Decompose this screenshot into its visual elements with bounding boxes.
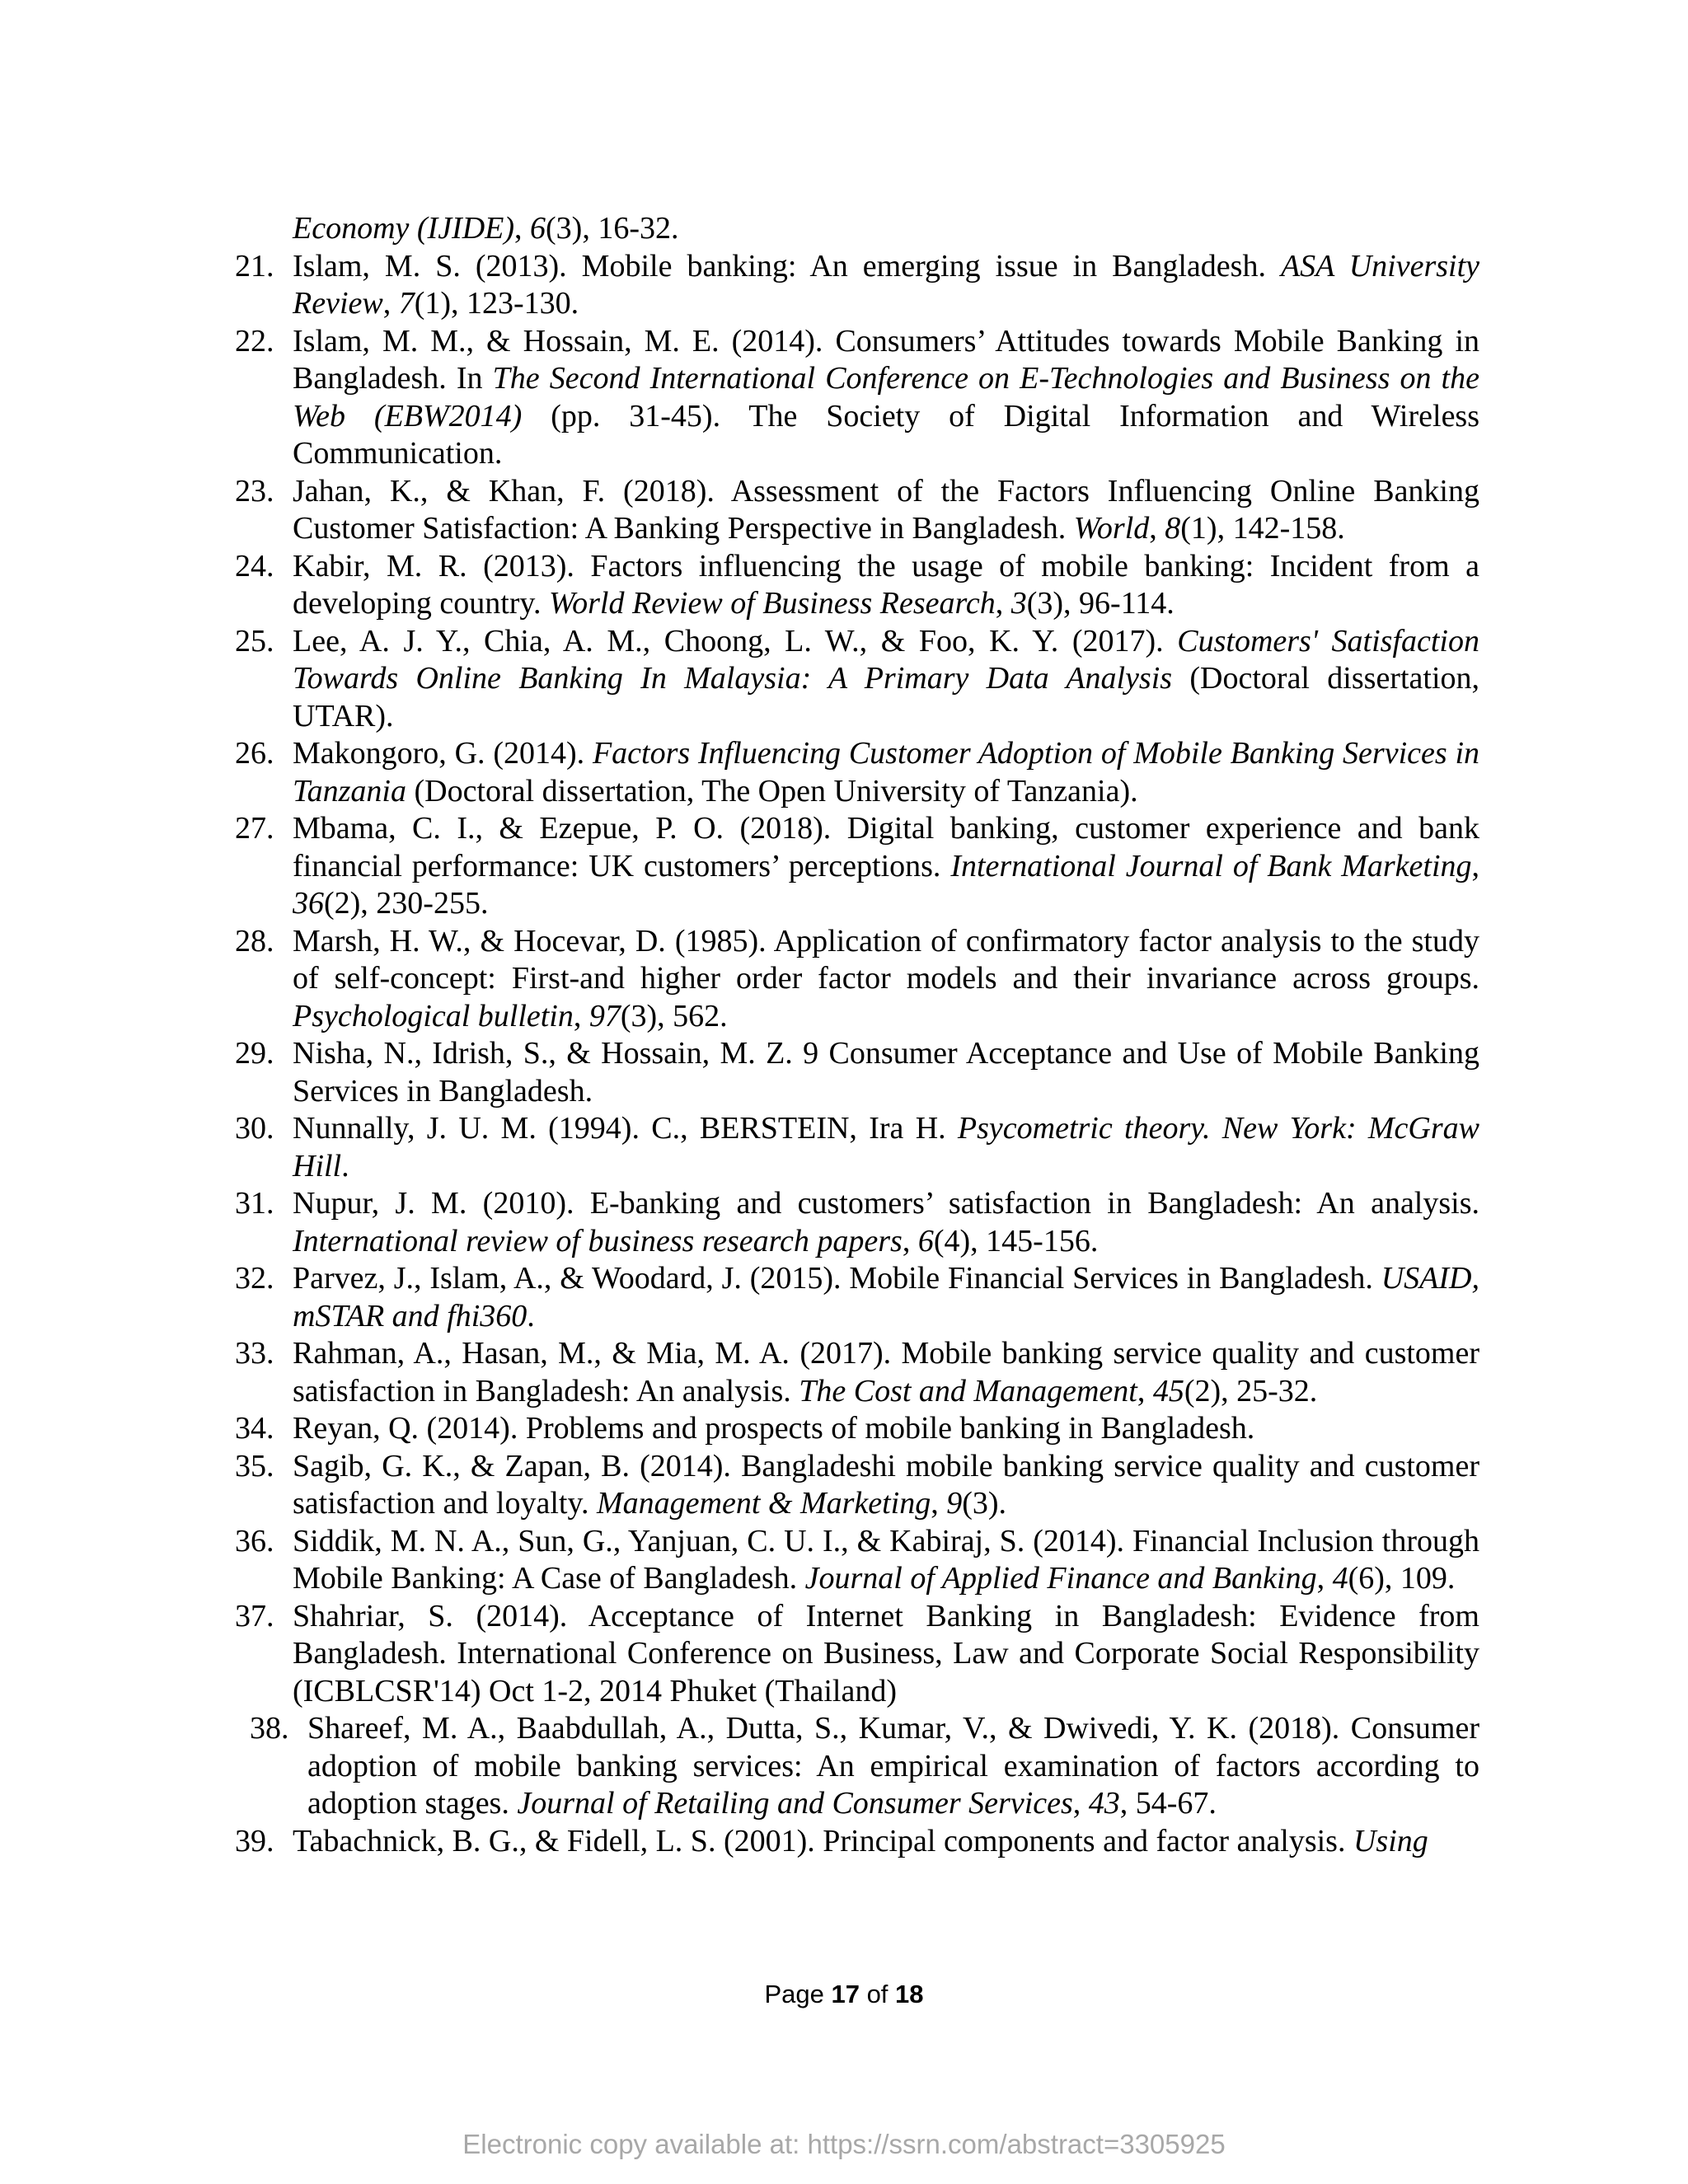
reference-text xyxy=(293,1448,1479,1523)
reference-text-segment: Mbama, C. I., & Ezepue, P. O. (2018). Digital banking, customer experience and bank financial performance: UK customers’ perceptions. xyxy=(293,811,1479,883)
reference-text-segment: , xyxy=(573,998,589,1033)
reference-text-segment: Tabachnick, B. G., & Fidell, L. S. (2001). Principal components and factor analysis. xyxy=(293,1823,1353,1858)
reference-italic-segment: Journal of Applied Finance and Banking xyxy=(804,1561,1317,1596)
reference-number: 27. xyxy=(235,811,274,846)
reference-italic-segment: 7 xyxy=(398,286,415,321)
reference-continuation-text xyxy=(235,210,1479,248)
reference-item xyxy=(235,1260,1479,1335)
reference-text-segment: , xyxy=(1149,511,1165,546)
reference-text-segment: (1), 123-130. xyxy=(414,286,579,321)
reference-number: 23. xyxy=(235,473,274,509)
reference-text-segment: (2), 25-32. xyxy=(1184,1373,1318,1408)
page-number xyxy=(0,1980,1688,2009)
reference-text xyxy=(293,1523,1479,1598)
reference-text-segment: (1), 142-158. xyxy=(1180,511,1345,546)
reference-italic-segment: Using xyxy=(1353,1823,1428,1858)
reference-continuation xyxy=(235,210,1479,248)
reference-text-segment: (Doctoral dissertation, UTAR). xyxy=(293,661,1480,733)
reference-number: 30. xyxy=(235,1111,274,1146)
reference-text-segment: Nunnally, J. U. M. (1994). C., BERSTEIN, Ira H. xyxy=(293,1111,958,1146)
reference-text-segment: Kabir, M. R. (2013). Factors influencing the usage of mobile banking: Incident from a developing country. xyxy=(293,548,1479,621)
reference-number: 32. xyxy=(235,1261,274,1296)
reference-italic-segment: World xyxy=(1073,511,1150,546)
reference-number: 39. xyxy=(235,1823,274,1858)
reference-italic-segment: 45 xyxy=(1152,1373,1184,1408)
page-number-separator: of xyxy=(859,1980,896,2008)
reference-italic-segment: 8 xyxy=(1165,511,1181,546)
reference-text-segment: Shahriar, S. (2014). Acceptance of Internet Banking in Bangladesh: Evidence from Bangladesh. International Conference on Business, Law and Corporate Social Responsibility (ICBLCSR'14) Oct 1-2, 2014 Phuket (Thailand) xyxy=(293,1598,1479,1708)
reference-italic-segment: Psycometric theory. New York: McGraw Hill xyxy=(293,1111,1479,1183)
reference-text-segment: , xyxy=(902,1223,918,1258)
reference-number: 26. xyxy=(235,736,274,771)
reference-text xyxy=(293,548,1479,623)
reference-text-segment: (4), 145-156. xyxy=(933,1223,1099,1258)
reference-text-segment: Shareef, M. A., Baabdullah, A., Dutta, S., Kumar, V., & Dwivedi, Y. K. (2018). Consumer adoption of mobile banking services: An empirical examination of factors according to adoption stages. xyxy=(307,1711,1479,1821)
reference-number: 28. xyxy=(235,923,274,958)
reference-text-segment: Makongoro, G. (2014). xyxy=(293,736,593,771)
reference-text xyxy=(293,248,1479,323)
reference-item xyxy=(235,735,1479,810)
reference-text xyxy=(293,735,1479,810)
reference-text-segment: Rahman, A., Hasan, M., & Mia, M. A. (2017). Mobile banking service quality and customer satisfaction in Bangladesh: An analysis. xyxy=(293,1336,1479,1408)
reference-text-segment: (pp. 31-45). The Society of Digital Information and Wireless Communication. xyxy=(293,398,1480,471)
reference-italic-segment: 6 xyxy=(530,211,546,246)
reference-item xyxy=(235,1823,1479,1861)
reference-item xyxy=(235,548,1479,623)
reference-item xyxy=(235,1448,1479,1523)
reference-text xyxy=(293,473,1479,548)
reference-item xyxy=(235,1035,1479,1110)
reference-number: 37. xyxy=(235,1598,274,1633)
reference-italic-segment: Management & Marketing xyxy=(597,1486,931,1521)
reference-text-segment: Parvez, J., Islam, A., & Woodard, J. (2015). Mobile Financial Services in Bangladesh. xyxy=(293,1261,1381,1296)
reference-number: 31. xyxy=(235,1186,274,1221)
reference-text-segment: , xyxy=(995,586,1011,621)
reference-text xyxy=(293,1823,1479,1861)
reference-text xyxy=(307,1710,1479,1823)
reference-italic-segment: Customers' Satisfaction Towards Online Banking In Malaysia: A Primary Data Analysis xyxy=(293,623,1479,696)
reference-text-segment: (6), 109. xyxy=(1348,1561,1456,1596)
reference-list xyxy=(235,210,1479,1860)
reference-italic-segment: Psychological bulletin xyxy=(293,998,574,1033)
reference-number: 34. xyxy=(235,1411,274,1446)
reference-text-segment: Nisha, N., Idrish, S., & Hossain, M. Z. 9 Consumer Acceptance and Use of Mobile Banking Services in Bangladesh. xyxy=(293,1036,1479,1108)
reference-text xyxy=(293,1260,1479,1335)
reference-italic-segment: Economy (IJIDE) xyxy=(293,211,515,246)
reference-italic-segment: 6 xyxy=(917,1223,934,1258)
reference-item xyxy=(235,923,1479,1036)
reference-number: 22. xyxy=(235,323,274,359)
reference-text-segment: Islam, M. M., & Hossain, M. E. (2014). Consumers’ Attitudes towards Mobile Banking in Bangladesh. In xyxy=(293,323,1479,396)
reference-number: 24. xyxy=(235,548,274,583)
reference-text xyxy=(293,1335,1479,1410)
reference-text-segment: Nupur, J. M. (2010). E-banking and customers’ satisfaction in Bangladesh: An analysis. xyxy=(293,1186,1479,1221)
page-number-total: 18 xyxy=(895,1980,924,2008)
reference-item xyxy=(235,1598,1479,1711)
reference-text-segment: (Doctoral dissertation, The Open University of Tanzania). xyxy=(406,773,1138,808)
reference-text-segment: Siddik, M. N. A., Sun, G., Yanjuan, C. U. I., & Kabiraj, S. (2014). Financial Inclusion through Mobile Banking: A Case of Bangladesh. xyxy=(293,1523,1479,1596)
reference-italic-segment: The Cost and Management xyxy=(799,1373,1137,1408)
reference-item xyxy=(235,1410,1479,1448)
reference-number: 29. xyxy=(235,1036,274,1071)
reference-italic-segment: 9 xyxy=(946,1486,963,1521)
reference-number: 36. xyxy=(235,1523,274,1558)
ssrn-watermark: Electronic copy available at: https://ssrn.com/abstract=3305925 xyxy=(462,2129,1226,2159)
reference-item xyxy=(235,248,1479,323)
reference-text-segment: (3), 96-114. xyxy=(1026,586,1175,621)
reference-italic-segment: International Journal of Bank Marketing xyxy=(950,848,1472,883)
reference-text-segment: , xyxy=(514,211,531,246)
reference-text xyxy=(293,623,1479,736)
reference-italic-segment: 36 xyxy=(293,886,324,921)
reference-text-segment: , xyxy=(931,1486,947,1521)
reference-text xyxy=(293,1598,1479,1711)
reference-italic-segment: The Second International Conference on E-Technologies and Business on the Web (EBW2014) xyxy=(293,361,1479,434)
reference-text-segment: Islam, M. S. (2013). Mobile banking: An emerging issue in Bangladesh. xyxy=(293,248,1281,284)
reference-item xyxy=(235,623,1479,736)
reference-text-segment: (2), 230-255. xyxy=(324,886,489,921)
reference-text-segment: , 54-67. xyxy=(1119,1786,1217,1821)
reference-text xyxy=(293,1410,1479,1448)
reference-text xyxy=(293,1035,1479,1110)
page-number-current: 17 xyxy=(831,1980,860,2008)
reference-text-segment: , xyxy=(382,286,399,321)
reference-item xyxy=(235,1335,1479,1410)
reference-text-segment: . xyxy=(341,1148,349,1183)
reference-item xyxy=(235,810,1479,923)
reference-number: 25. xyxy=(235,623,274,658)
reference-item xyxy=(235,1110,1479,1185)
reference-text-segment: , xyxy=(1471,848,1479,883)
reference-text xyxy=(293,323,1479,473)
reference-italic-segment: 3 xyxy=(1010,586,1027,621)
reference-italic-segment: ASA University Review xyxy=(293,248,1479,321)
reference-italic-segment: Journal of Retailing and Consumer Services xyxy=(517,1786,1073,1821)
reference-italic-segment: World Review of Business Research xyxy=(548,586,996,621)
reference-italic-segment: 4 xyxy=(1332,1561,1348,1596)
reference-text-segment: (3), 562. xyxy=(620,998,728,1033)
reference-text-segment: Sagib, G. K., & Zapan, B. (2014). Bangladeshi mobile banking service quality and customer satisfaction and loyalty. xyxy=(293,1448,1479,1521)
reference-number: 21. xyxy=(235,248,274,284)
reference-text-segment: Marsh, H. W., & Hocevar, D. (1985). Application of confirmatory factor analysis to the study of self-concept: First-and higher order factor models and their invariance across groups. xyxy=(293,923,1479,996)
reference-text-segment: Lee, A. J. Y., Chia, A. M., Choong, L. W., & Foo, K. Y. (2017). xyxy=(293,623,1178,658)
reference-italic-segment: 43 xyxy=(1088,1786,1120,1821)
reference-item xyxy=(235,1185,1479,1260)
page-number-prefix: Page xyxy=(764,1980,832,2008)
reference-text-segment: , xyxy=(1316,1561,1333,1596)
reference-italic-segment: International review of business research papers xyxy=(293,1223,903,1258)
reference-text xyxy=(293,1110,1479,1185)
reference-number: 35. xyxy=(235,1448,274,1483)
reference-text-segment: . xyxy=(527,1298,535,1333)
reference-item xyxy=(250,1710,1479,1823)
reference-text-segment: Jahan, K., & Khan, F. (2018). Assessment of the Factors Influencing Online Banking Customer Satisfaction: A Banking Perspective in Bangladesh. xyxy=(293,473,1479,546)
reference-italic-segment: USAID, mSTAR and fhi360 xyxy=(293,1261,1479,1333)
reference-text xyxy=(293,923,1479,1036)
reference-text-segment: Reyan, Q. (2014). Problems and prospects of mobile banking in Bangladesh. xyxy=(293,1411,1255,1446)
reference-item xyxy=(235,473,1479,548)
reference-text-segment: (3). xyxy=(962,1486,1007,1521)
reference-text-segment: , xyxy=(1137,1373,1153,1408)
reference-text-segment: (3), 16-32. xyxy=(546,211,679,246)
reference-item xyxy=(235,1523,1479,1598)
reference-item xyxy=(235,323,1479,473)
reference-italic-segment: Factors Influencing Customer Adoption of Mobile Banking Services in Tanzania xyxy=(293,736,1480,808)
reference-italic-segment: 97 xyxy=(588,998,621,1033)
reference-number: 38. xyxy=(250,1711,289,1746)
reference-number: 33. xyxy=(235,1336,274,1371)
reference-text-segment: , xyxy=(1072,1786,1089,1821)
reference-text xyxy=(293,1185,1479,1260)
reference-text xyxy=(293,810,1479,923)
